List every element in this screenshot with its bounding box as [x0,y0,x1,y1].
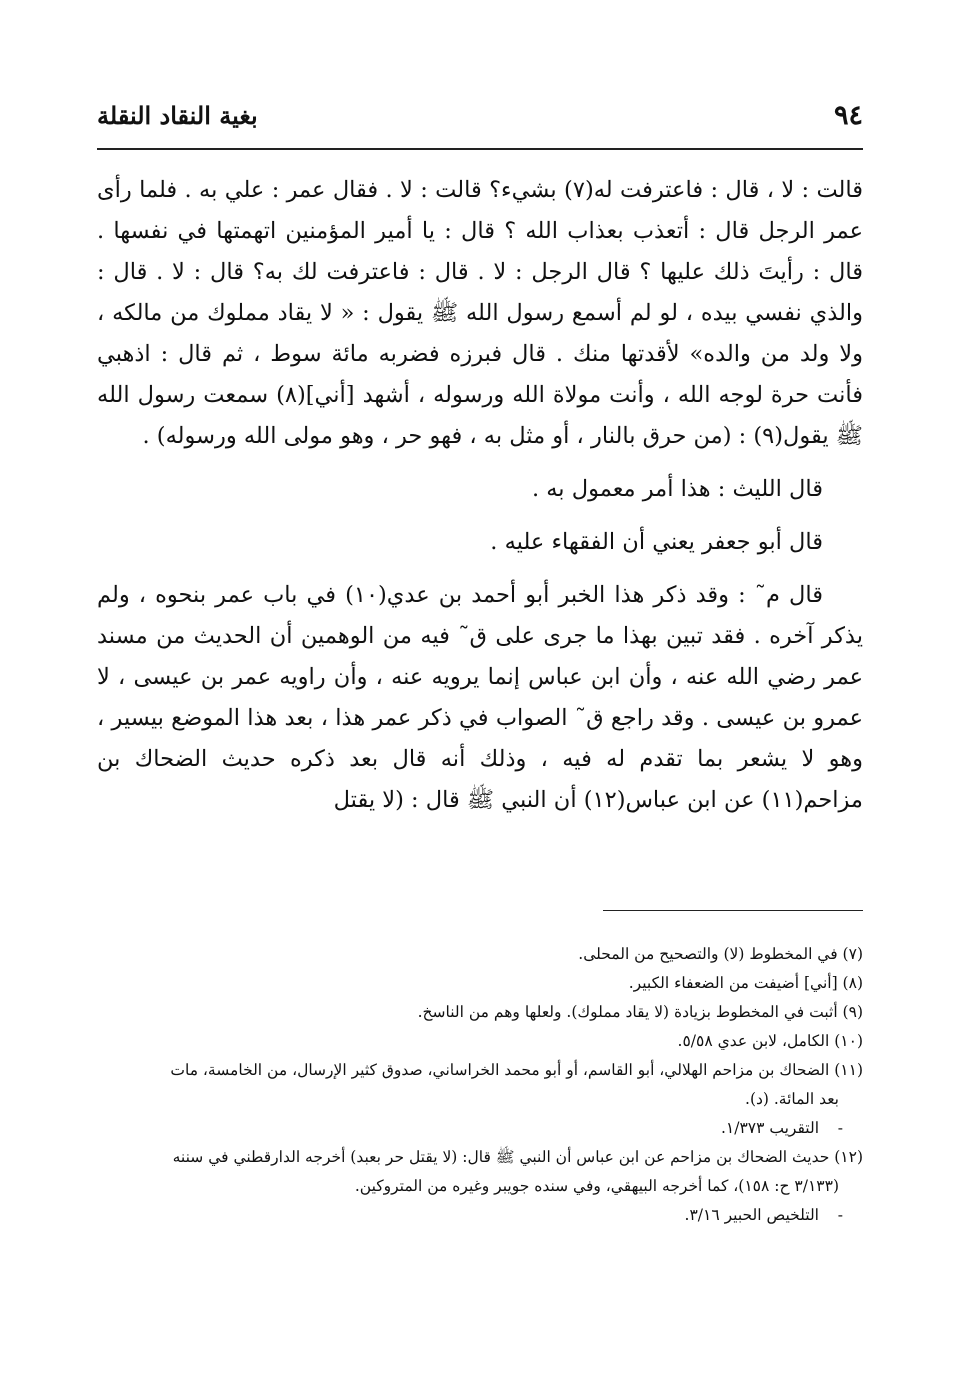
footnote-11-reference [97,1114,863,1143]
page-header [97,96,863,136]
footnote-8: (٨) [أني] أضيفت من الضعفاء الكبير. [628,974,863,992]
paragraph-1: قالت : لا ، قال : فاعترفت له(٧) بشيء؟ قالت : لا . فقال عمر : علي به . فلما رأى عمر الرجل قال : أتعذب بعذاب الله ؟ قال : يا أمير المؤمنين اتهمتها في نفسها . قال : رأيتَ ذلك عليها ؟ قال الرجل : لا . قال : فاعترفت لك به؟ قال : لا . قال : والذي نفسي بيده ، لو لم أسمع رسول الله ﷺ يقول : « لا يقاد مملوك من مالكه ، ولا ولد من والده» لأقدتها منك . قال فبرزه فضربه مائة سوط ، ثم قال : اذهبي فأنت حرة لوجه الله ، وأنت مولاة الله ورسوله ، أشهد [أني](٨) سمعت رسول الله ﷺ يقول(٩) : (من حرق بالنار ، أو مثل به ، فهو حر ، وهو مولى الله ورسوله) . [97,177,864,449]
footnote-10: (١٠) الكامل، لابن عدي ٥/٥٨. [677,1032,863,1050]
page-number: ٩٤ [833,100,863,131]
footnote-7: (٧) في المخطوط (لا) والتصحيح من المحلى. [578,945,863,963]
paragraph-3: قال أبو جعفر يعني أن الفقهاء عليه . [490,529,823,555]
footnote-12-reference [97,1201,863,1230]
footnote-11-reference-text: التقريب ١/٣٧٣. [720,1119,819,1137]
dash-mark: - [837,1206,843,1224]
footnote-12: (١٢) حديث الضحاك بن مزاحم عن ابن عباس أن النبي ﷺ قال: (لا يقتل حر بعبد) أخرجه الدارقطني في سننه [172,1148,863,1166]
footnote-12-reference-text: التلخيص الحبير ٣/١٦. [684,1206,819,1224]
footnote-rule [603,910,863,911]
paragraph-4: قال م˜ : وقد ذكر هذا الخبر أبو أحمد بن عدي(١٠) في باب عمر بنحوه ، ولم يذكر آخره . فقد تبين بهذا ما جرى على ق˜ فيه من الوهمين أن الحديث من مسند عمر رضي الله عنه ، وأن ابن عباس إنما يرويه عنه ، وأن راويه عمر بن عيسى ، لا عمرو بن عيسى . وقد راجع ق˜ الصواب في ذكر عمر هذا ، بعد هذا الموضع بيسير ، وهو لا يشعر بما تقدم له فيه ، وذلك أنه قال بعد ذكره حديث الضحاك بن مزاحم(١١) عن ابن عباس(١٢) أن النبي ﷺ قال : (لا يقتل [97,582,863,813]
footnotes [97,940,863,1230]
footnote-11-continued: بعد المائة. (د). [745,1090,839,1108]
header-rule [97,148,863,150]
footnote-11: (١١) الضحاك بن مزاحم الهلالي، أبو القاسم، أو أبو محمد الخراساني، صدوق كثير الإرسال، من الخامسة، مات [170,1061,863,1079]
paragraph-2: قال الليث : هذا أمر معمول به . [531,476,823,502]
running-title: بغية النقاد النقلة [97,101,258,130]
footnote-9: (٩) أثبت في المخطوط بزيادة (لا يقاد مملوك). ولعلها وهم من الناسخ. [417,1003,863,1021]
dash-mark: - [837,1119,843,1137]
footnote-12-continued: (٣/١٣٣ ح: ١٥٨)، كما أخرجه البيهقي، وفي سنده جويبر وغيره من المتروكين. [354,1177,839,1195]
main-text [97,170,863,821]
